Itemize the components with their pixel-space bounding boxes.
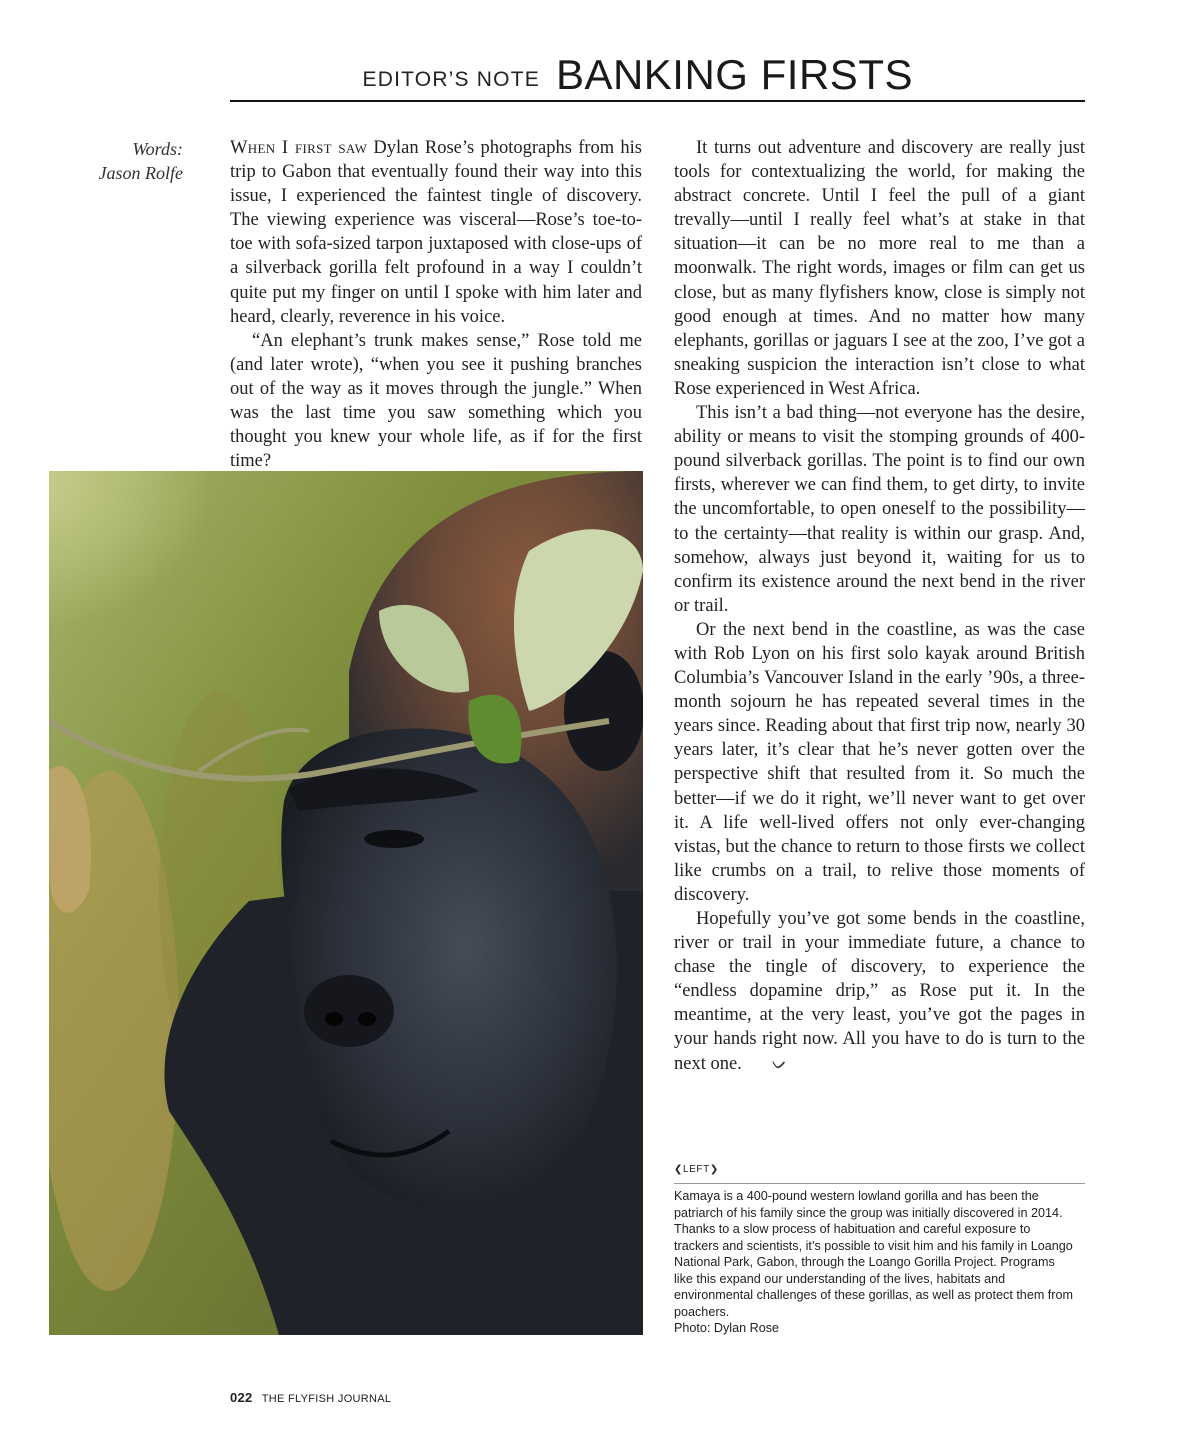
- caption-direction-tag: ❮LEFT❯: [674, 1164, 719, 1175]
- article-paragraph: This isn’t a bad thing—not everyone has the desire, ability or means to visit the stomping grounds of 400-pound silverback gorillas. The point is to find our own firsts, wherever we can find them, to get dirty, to invite the uncomfortable, to open oneself to the possibility—to the certainty—that reality is within our grasp. And, somehow, always just beyond it, waiting for us to confirm its existence around the next bend in the river or trail.: [674, 403, 1085, 616]
- photo-caption: [674, 1188, 1074, 1337]
- caption-text: Kamaya is a 400-pound western lowland gorilla and has been the patriarch of his family since the group was initially discovered in 2014. Thanks to a slow process of habituation and careful exposure to trackers and scientists, it’s possible to visit him and his family in Loango National Park, Gabon, through the Loango Gorilla Project. Programs like this expand our understanding of the lives, habitats and environmental challenges of these gorillas, as well as protect them from poachers.: [674, 1189, 1073, 1319]
- article-paragraph: [230, 136, 642, 329]
- article-column-left: [230, 136, 642, 473]
- article-paragraph: It turns out adventure and discovery are really just tools for contextualizing the world, for making the abstract concrete. Until I feel the pull of a giant trevally—until I really feel what’s at stake in that situation—it can be no more real to me than a moonwalk. The right words, images or film can get us close, but as many flyfishers know, close is simply not good enough at times. And no matter how many elephants, gorillas or jaguars I see at the zoo, I’ve got a sneaking suspicion the interaction isn’t close to what Rose experienced in West Africa.: [674, 138, 1085, 399]
- byline: [60, 137, 183, 185]
- gorilla-photo: [49, 471, 643, 1335]
- article-column-right: [674, 136, 1085, 1076]
- header-rule: [230, 100, 1085, 102]
- caption-rule: [674, 1183, 1085, 1184]
- page-footer: [230, 1390, 391, 1405]
- byline-author: Jason Rolfe: [98, 163, 183, 183]
- article-paragraph: Or the next bend in the coastline, as was the case with Rob Lyon on his first solo kayak around British Columbia’s Vancouver Island in the early ’90s, a three-month sojourn he has repeated several times in the years since. Reading about that first trip now, nearly 30 years later, it’s clear that he’s never gotten over the perspective shift that resulted from it. So much the better—if we do it right, we’ll never want to get over it. A life well-lived offers not only ever-changing vistas, but the chance to return to those firsts we collect like crumbs on a trail, to relive those moments of discovery.: [674, 619, 1085, 905]
- article-title: BANKING FIRSTS: [555, 51, 913, 98]
- publication-name: THE FLYFISH JOURNAL: [261, 1393, 392, 1405]
- article-paragraph: [674, 907, 1085, 1076]
- photo-credit: Photo: Dylan Rose: [674, 1321, 780, 1335]
- gorilla-illustration: [49, 471, 643, 1335]
- paragraph-text: Dylan Rose’s photographs from his trip to Gabon that eventually found their way into this issue, I experienced the faintest tingle of discovery. The viewing experience was visceral—Rose’s toe-to-toe with sofa-sized tarpon juxtaposed with close-ups of a silverback gorilla felt profound in a way I couldn’t quite put my finger on until I spoke with him later and heard, clearly, reverence in his voice.: [230, 138, 642, 327]
- paragraph-text: Hopefully you’ve got some bends in the coastline, river or trail in your immediate future, a chance to chase the tingle of discovery, to experience the “endless dopamine drip,” as Rose put it. In the meantime, at the very least, you’ve got the pages in your hands right now. All you have to do is turn to the next one.: [674, 909, 1085, 1074]
- byline-label: Words:: [132, 139, 183, 159]
- end-mark-icon: ᨆ: [771, 1053, 788, 1073]
- page-number: 022: [230, 1390, 253, 1405]
- article-paragraph: “An elephant’s trunk makes sense,” Rose told me (and later wrote), “when you see it pushing branches out of the way as it moves through the jungle.” When was the last time you saw something which you thought you knew your whole life, as if for the first time?: [230, 330, 642, 472]
- section-kicker: EDITOR’S NOTE: [362, 68, 540, 91]
- article-header: [230, 44, 1085, 96]
- lead-in: When I first saw: [230, 138, 368, 158]
